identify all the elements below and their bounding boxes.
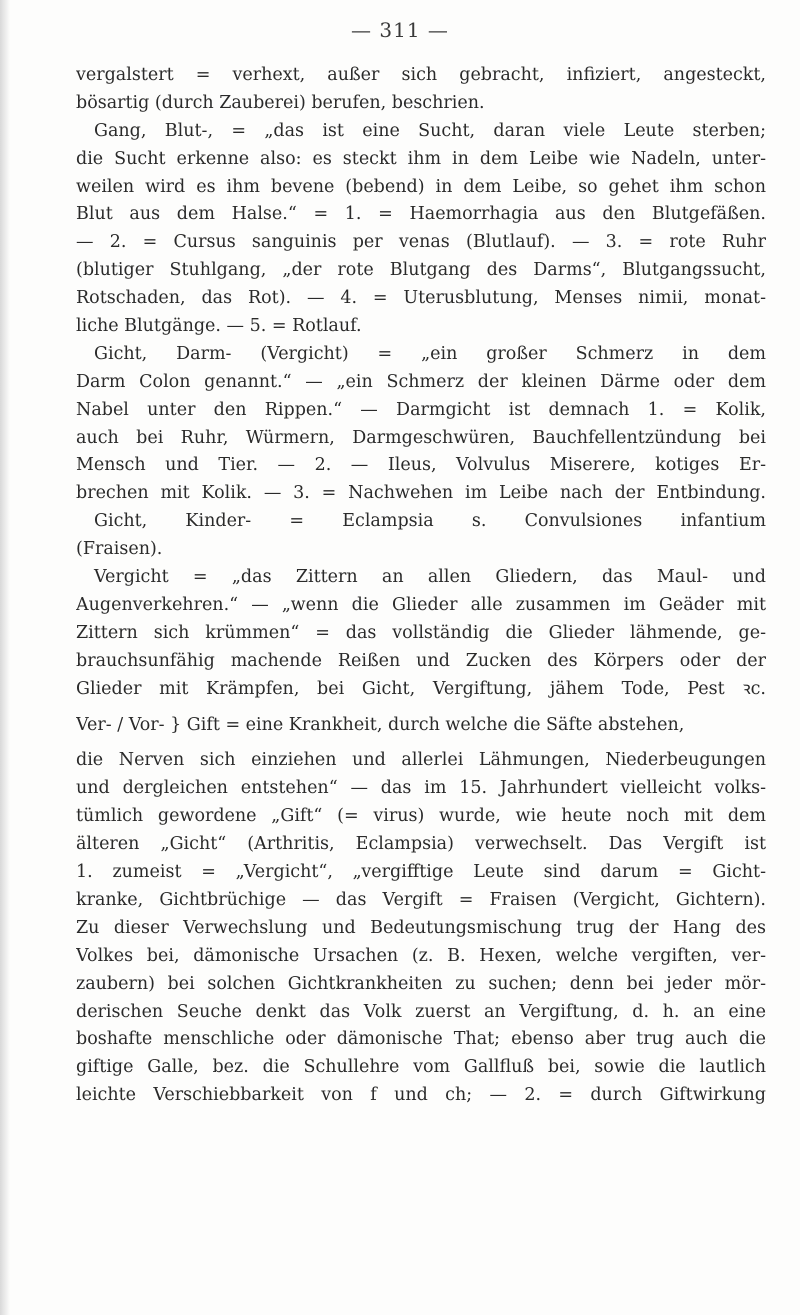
text-line: kranke, Gichtbrüchige — das Vergift = Fraisen (Vergicht, Gichtern). [76,889,766,910]
text-line: — 2. = Cursus sanguinis per venas (Blutlauf). — 3. = rote Ruhr [76,232,766,253]
body-text [76,62,766,1110]
text-line: Nabel unter den Rippen.“ — Darmgicht ist demnach 1. = Kolik, [76,399,766,420]
text-line: bösartig (durch Zauberei) berufen, beschrien. [76,92,485,113]
text-line: Ver- / Vor- } Gift = eine Krankheit, durch welche die Säfte abstehen, [76,715,685,736]
text-line: (blutiger Stuhlgang, „der rote Blutgang des Darms“, Blutgangssucht, [76,260,766,281]
text-line: Rotschaden, das Rot). — 4. = Uterusblutung, Menses nimii, monat- [76,288,766,309]
text-line: giftige Galle, bez. die Schullehre vom Gallfluß bei, sowie die lautlich [76,1057,766,1078]
text-line: 1. zumeist = „Vergicht“, „vergifftige Leute sind darum = Gicht- [76,862,766,883]
text-line: (Fraisen). [76,539,163,560]
text-line: tümlich gewordene „Gift“ (= virus) wurde, wie heute noch mit dem [76,806,766,827]
text-line: Mensch und Tier. — 2. — Ileus, Volvulus Miserere, kotiges Er- [76,455,766,476]
page-number: — 311 — [351,18,449,42]
text-line: auch bei Ruhr, Würmern, Darmgeschwüren, Bauchfellentzündung bei [76,427,766,448]
text-line: brauchsunfähig machende Reißen und Zucken des Körpers oder der [76,650,766,671]
text-line: Gang, Blut-, = „das ist eine Sucht, daran viele Leute sterben; [94,120,766,141]
text-line: Gicht, Darm- (Vergicht) = „ein großer Schmerz in dem [94,343,766,364]
text-line: Vergicht = „das Zittern an allen Gliedern, das Maul- und [94,567,766,588]
text-line: leichte Verschiebbarkeit von f und ch; — 2. = durch Giftwirkung [76,1085,766,1106]
text-line: Glieder mit Krämpfen, bei Gicht, Vergiftung, jähem Tode, Pest ꝛc. [76,678,766,699]
text-line: vergalstert = verhext, außer sich gebracht, infiziert, angesteckt, [76,65,766,85]
text-line: boshafte menschliche oder dämonische That; ebenso aber trug auch die [76,1029,766,1050]
text-line: zaubern) bei solchen Gichtkrankheiten zu suchen; denn bei jeder mör- [76,973,766,994]
page-edge-shadow [0,0,10,1315]
text-line: die Nerven sich einziehen und allerlei Lähmungen, Niederbeugungen [76,750,766,771]
text-line: Volkes bei, dämonische Ursachen (z. B. Hexen, welche vergiften, ver- [76,945,766,966]
text-line: brechen mit Kolik. — 3. = Nachwehen im Leibe nach der Entbindung. [76,483,766,504]
text-line: Darm Colon genannt.“ — „ein Schmerz der kleinen Därme oder dem [76,371,766,392]
text-line: liche Blutgänge. — 5. = Rotlauf. [76,316,362,337]
text-line: Zittern sich krümmen“ = das vollständig die Glieder lähmende, ge- [76,622,766,643]
text-line: derischen Seuche denkt das Volk zuerst an Vergiftung, d. h. an eine [76,1001,766,1022]
text-line: älteren „Gicht“ (Arthritis, Eclampsia) verwechselt. Das Vergift ist [76,834,766,855]
text-line: Augenverkehren.“ — „wenn die Glieder alle zusammen im Geäder mit [76,594,766,615]
text-line: die Sucht erkenne also: es steckt ihm in dem Leibe wie Nadeln, unter- [76,148,766,169]
text-line: und dergleichen entstehen“ — das im 15. Jahrhundert vielleicht volks- [76,778,766,799]
text-line: weilen wird es ihm bevene (bebend) in dem Leibe, so gehet ihm schon [76,176,766,197]
text-line: Zu dieser Verwechslung und Bedeutungsmischung trug der Hang des [76,917,766,938]
text-line: Gicht, Kinder- = Eclampsia s. Convulsiones infantium [94,511,766,532]
text-line: Blut aus dem Halse.“ = 1. = Haemorrhagia aus den Blutgefäßen. [76,204,766,225]
